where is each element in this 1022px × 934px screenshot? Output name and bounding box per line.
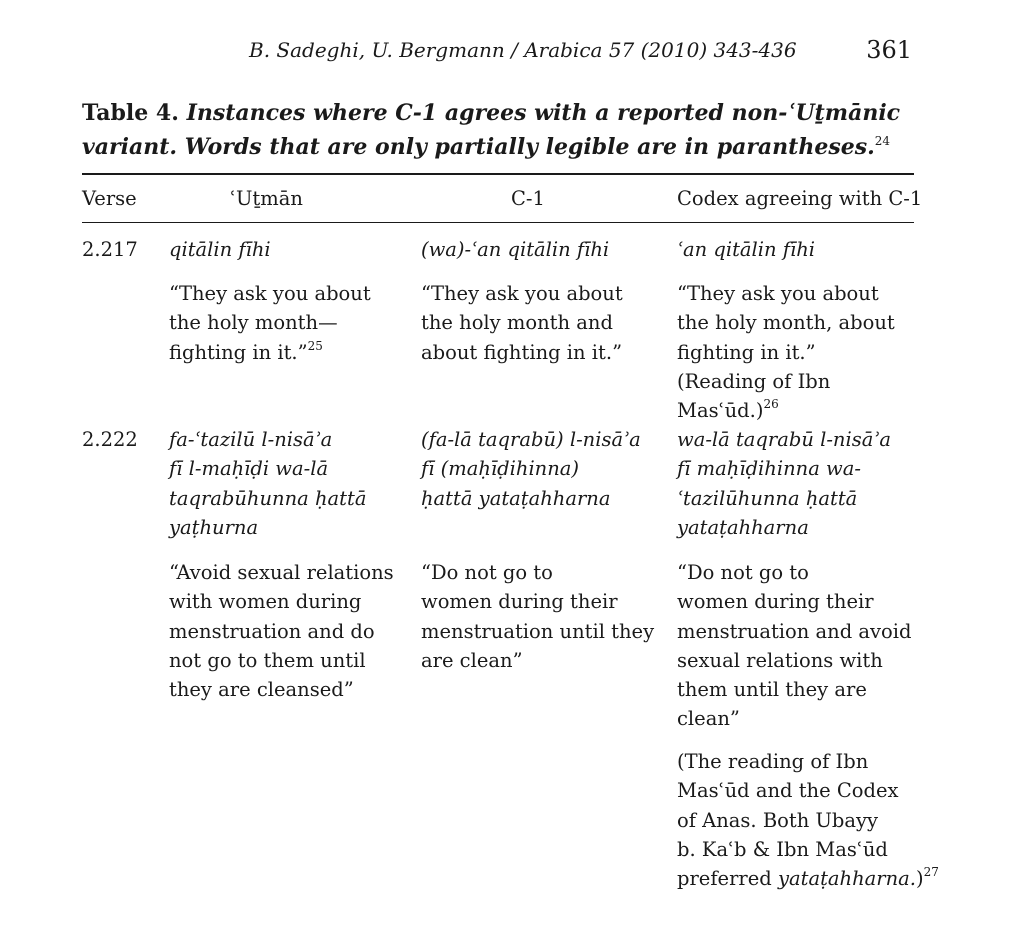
column-header-verse: Verse	[82, 187, 137, 210]
codex-arabic-cell: ʿan qitālin fīhi	[677, 238, 816, 261]
footnote-ref: 25	[307, 338, 323, 353]
column-header-codex: Codex agreeing with C-1	[677, 187, 923, 210]
uthman-arabic-cell: qitālin fīhi	[169, 238, 271, 261]
codex-arabic-cell: wa-lā taqrabū l-nisāʾa fī maḥīḍihinna wa- ʿtazilūhunna ḥattā yataṭahharna	[677, 428, 891, 539]
source-close: )	[915, 867, 924, 891]
uthman-translation-cell: “Avoid sexual relations with women during menstruation and do not go to them until they are cleansed”	[169, 561, 394, 702]
translation-text: “They ask you about the holy month— fighting in it.”	[169, 282, 371, 364]
column-header-uthman: ʿUṯmān	[230, 187, 303, 210]
running-head: B. Sadeghi, U. Bergmann / Arabica 57 (2010) 343-436	[249, 38, 797, 62]
table-caption-text: Instances where C-1 agrees with a reported non-ʿUṯmānic variant. Words that are only partially legible are in parantheses.	[82, 100, 901, 160]
source-italic-term: yataṭahharna.	[777, 867, 916, 891]
verse-cell: 2.222	[82, 428, 138, 451]
table-caption	[82, 96, 914, 164]
c1-arabic-cell: (wa)-ʿan qitālin fīhi	[421, 238, 610, 261]
table-label: Table 4.	[82, 100, 179, 126]
translation-text: “They ask you about the holy month, about fighting in it.” (Reading of Ibn Masʿūd.)	[677, 282, 895, 423]
footnote-ref: 26	[763, 397, 779, 412]
source-text: (The reading of Ibn Masʿūd and the Codex of Anas. Both Ubayy b. Kaʿb & Ibn Masʿūd preferred	[677, 750, 899, 891]
codex-translation-cell	[677, 279, 895, 425]
codex-source-note	[677, 747, 939, 893]
c1-translation-cell: “They ask you about the holy month and about fighting in it.”	[421, 282, 623, 364]
codex-translation-cell: “Do not go to women during their menstruation and avoid sexual relations with them until they are clean”	[677, 561, 912, 731]
page-number: 361	[866, 36, 912, 64]
c1-arabic-cell: (fa-lā taqrabū) l-nisāʾa fī (maḥīḍihinna) ḥattā yataṭahharna	[421, 428, 641, 510]
column-header-c1: C-1	[511, 187, 545, 210]
verse-cell: 2.217	[82, 238, 138, 261]
uthman-translation-cell	[169, 279, 371, 367]
c1-translation-cell: “Do not go to women during their menstruation until they are clean”	[421, 561, 655, 672]
table-header-rule	[82, 222, 914, 223]
footnote-ref: 24	[874, 134, 891, 148]
page-header	[0, 34, 1022, 74]
uthman-arabic-cell: fa-ʿtazilū l-nisāʾa fī l-maḥīḍi wa-lā taqrabūhunna ḥattā yaṭhurna	[169, 428, 367, 539]
table-top-rule	[82, 173, 914, 175]
footnote-ref: 27	[923, 865, 939, 880]
